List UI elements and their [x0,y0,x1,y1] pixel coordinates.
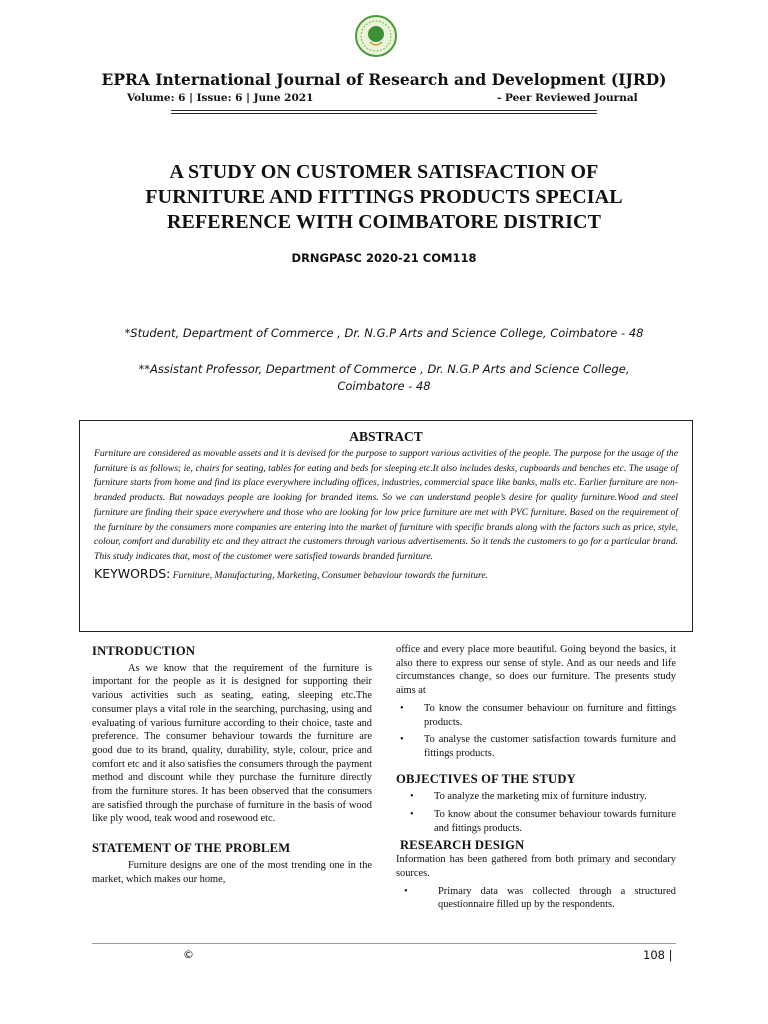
header-rule-thin [171,113,597,114]
abstract-box [79,420,693,632]
copyright-symbol: © [183,948,194,961]
keywords-text: Furniture, Manufacturing, Marketing, Consumer behaviour towards the furniture. [172,569,489,581]
bullet-icon: • [410,809,414,821]
objectives-heading: OBJECTIVES OF THE STUDY [396,771,576,786]
introduction-heading: INTRODUCTION [92,644,196,658]
problem-heading: STATEMENT OF THE PROBLEM [92,841,291,856]
affiliation-professor: **Assistant Professor, Department of Commerce , Dr. N.G.P Arts and Science College, Coimbatore - 48 [138,362,630,393]
right-column [396,643,676,916]
volume-issue: Volume: 6 | Issue: 6 | June 2021 [127,92,314,104]
paper-title-line: A STUDY ON CUSTOMER SATISFACTION OF [169,161,599,183]
research-heading: RESEARCH DESIGN [400,838,525,853]
aims-list [396,702,676,761]
bullet-icon: • [400,702,404,714]
problem-text: Furniture designs are one of the most trending one in the market, which makes our home, [92,859,372,885]
research-text: Information has been gathered from both primary and secondary sources. [396,854,676,879]
objectives-list [396,790,676,835]
abstract-heading: ABSTRACT [349,429,423,444]
list-item: • Primary data was collected through a structured questionnaire filled up by the respondents. [404,885,676,911]
list-item: • To analyze the marketing mix of furniture industry. [410,791,647,803]
paper-title [80,160,688,235]
research-list [396,885,676,912]
list-item: • To know the consumer behaviour on furniture and fittings products. [400,702,676,728]
paper-title-line: REFERENCE WITH COIMBATORE DISTRICT [166,211,602,233]
keywords [94,566,678,581]
keywords-label: KEYWORDS: [94,565,171,581]
peer-reviewed-label: - Peer Reviewed Journal [497,92,638,104]
footer-rule [92,943,676,944]
journal-seal-icon [354,14,398,58]
list-item: • To know about the consumer behaviour towards furniture and fittings products. [410,809,676,834]
affiliation-student: *Student, Department of Commerce , Dr. N.G.P Arts and Science College, Coimbatore - 48 [124,326,644,340]
bullet-icon: • [410,791,414,803]
page-number: 108 | [643,948,673,962]
bullet-icon: • [404,885,408,897]
paper-title-line: FURNITURE AND FITTINGS PRODUCTS SPECIAL [145,186,623,208]
paper-id: DRNGPASC 2020-21 COM118 [291,251,477,265]
list-item: • To analyse the customer satisfaction towards furniture and fittings products. [400,734,676,759]
abstract-text: Furniture are considered as movable assets and it is devised for the purpose to support various activities of the people. The purpose for the usage of the furniture is as follows; ie, chairs for seating, tables for eating and beds for sleeping etc.It also includes desks, cupboards and benches etc. The usage of furniture starts from home and find its place everywhere including offices, industries, commercial space like banks, malls etc. Earlier furniture are non-branded products. But nowadays people are looking for branded items. So we can understand people’s desire for quality furniture.Wood and steel furniture are finding their space everywhere and those who are looking for low price furniture are met with PVC furniture. Based on the requirement of the furniture by the consumers more companies are entering into the market of furniture with specific brands along with the factors such as price, style, colour, comfort and durability etc and they attract the customers through various advertisements. So it tends the customers to go for a particular brand. This study indicates that, most of the customer were satisfied towards branded furniture. [94,448,678,562]
journal-title: EPRA International Journal of Research and Development (IJRD) [101,70,667,89]
continued-text: office and every place more beautiful. Going beyond the basics, it also there to express our sense of style. And as our needs and life circumstances change, so does our furniture. The presents study aims at [396,644,676,697]
header-rule [171,110,597,111]
left-column [92,645,372,886]
introduction-text: As we know that the requirement of the furniture is important for the people as it is designed for supporting their various activities such as seating, eating, sleeping etc.The consumer plays a vital role in the searching, purchasing, using and evaluating of various furniture according to their choice, taste and preference. The consumer behaviour towards the furniture are good due to its brand, quality, durability, style, colour, price and comfort etc and it also satisfies the consumers through the payment method and discount while they purchase the furniture directly from the furniture stores. It has been observed that the consumers are satisfied through the purchase of furniture in the basis of wood like ply wood, teak wood and rosewood etc. [92,662,372,825]
bullet-icon: • [400,734,404,746]
